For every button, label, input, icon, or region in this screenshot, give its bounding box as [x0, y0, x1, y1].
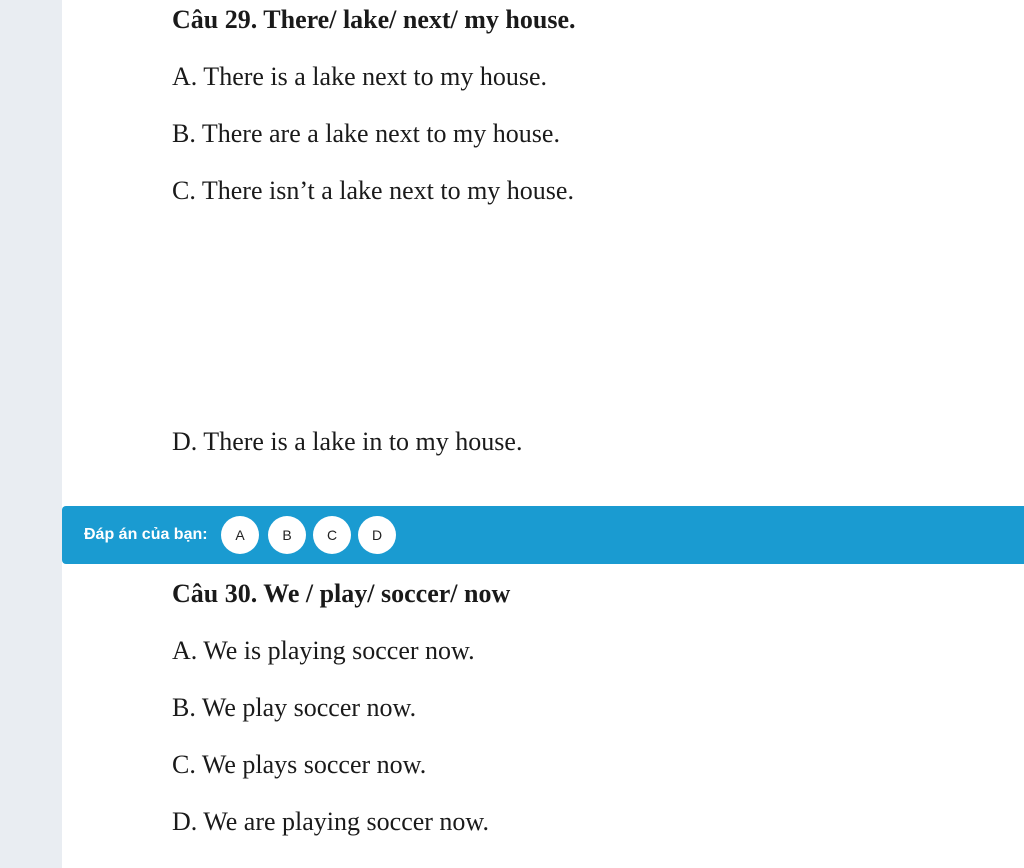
option-text: C. There isn’t a lake next to my house. — [172, 176, 574, 205]
question-title: Câu 30. We / play/ soccer/ now — [172, 579, 511, 608]
choice-d-button[interactable]: D — [358, 516, 396, 554]
content-panel — [62, 0, 1024, 868]
option-d — [172, 422, 1012, 462]
option-d — [172, 802, 1012, 842]
answer-bar — [62, 506, 1024, 564]
left-gutter — [0, 0, 62, 868]
question-30 — [172, 574, 1012, 614]
option-b — [172, 114, 1012, 154]
choice-a-button[interactable]: A — [221, 516, 259, 554]
choice-c-button[interactable]: C — [313, 516, 351, 554]
choice-b-button[interactable]: B — [268, 516, 306, 554]
option-a — [172, 631, 1012, 671]
option-c — [172, 171, 1012, 211]
option-c — [172, 745, 1012, 785]
answer-label: Đáp án của bạn: — [84, 526, 208, 543]
option-text: A. We is playing soccer now. — [172, 636, 475, 665]
question-29 — [172, 0, 1012, 40]
option-text: B. There are a lake next to my house. — [172, 119, 560, 148]
option-text: A. There is a lake next to my house. — [172, 62, 547, 91]
question-title: Câu 29. There/ lake/ next/ my house. — [172, 5, 576, 34]
option-text: D. There is a lake in to my house. — [172, 427, 523, 456]
option-text: B. We play soccer now. — [172, 693, 417, 722]
option-a — [172, 57, 1012, 97]
option-b — [172, 688, 1012, 728]
option-text: D. We are playing soccer now. — [172, 807, 490, 836]
option-text: C. We plays soccer now. — [172, 750, 427, 779]
